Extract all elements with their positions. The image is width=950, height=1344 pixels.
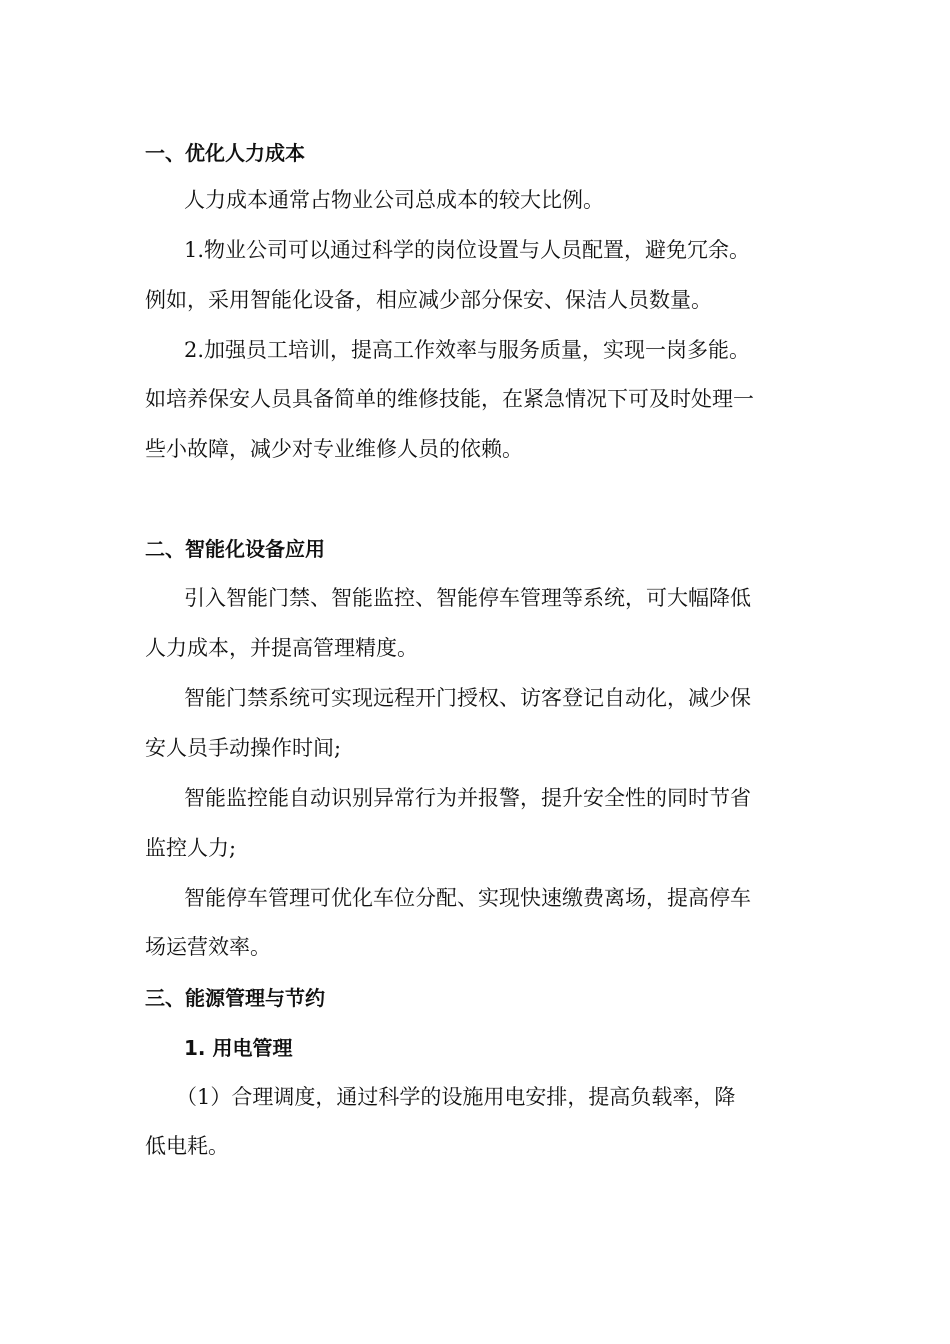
- paragraph-line: 例如，采用智能化设备，相应减少部分保安、保洁人员数量。: [145, 288, 712, 312]
- paragraph-line: 人力成本，并提高管理精度。: [145, 636, 418, 660]
- paragraph-line: 低电耗。: [145, 1134, 229, 1158]
- paragraph-line: 2.加强员工培训，提高工作效率与服务质量，实现一岗多能。: [184, 338, 751, 362]
- paragraph-line: 如培养保安人员具备简单的维修技能，在紧急情况下可及时处理一: [145, 387, 754, 411]
- paragraph-line: （1）合理调度，通过科学的设施用电安排，提高负载率，降: [176, 1085, 736, 1109]
- section-heading-3: 三、能源管理与节约: [145, 986, 325, 1010]
- paragraph-line: 引入智能门禁、智能监控、智能停车管理等系统，可大幅降低: [184, 586, 751, 610]
- paragraph-line: 1.物业公司可以通过科学的岗位设置与人员配置，避免冗余。: [184, 238, 751, 262]
- paragraph-line: 智能门禁系统可实现远程开门授权、访客登记自动化，减少保: [184, 686, 751, 710]
- paragraph-line: 场运营效率。: [145, 935, 271, 959]
- paragraph-line: 人力成本通常占物业公司总成本的较大比例。: [184, 188, 604, 212]
- paragraph-line: 智能停车管理可优化车位分配、实现快速缴费离场，提高停车: [184, 886, 751, 910]
- section-heading-1: 一、优化人力成本: [145, 141, 305, 165]
- paragraph-line: 些小故障，减少对专业维修人员的依赖。: [145, 437, 523, 461]
- subsection-heading: 1. 用电管理: [184, 1036, 293, 1060]
- section-heading-2: 二、智能化设备应用: [145, 537, 325, 561]
- paragraph-line: 监控人力;: [145, 836, 237, 860]
- paragraph-line: 智能监控能自动识别异常行为并报警，提升安全性的同时节省: [184, 786, 751, 810]
- paragraph-line: 安人员手动操作时间;: [145, 736, 342, 760]
